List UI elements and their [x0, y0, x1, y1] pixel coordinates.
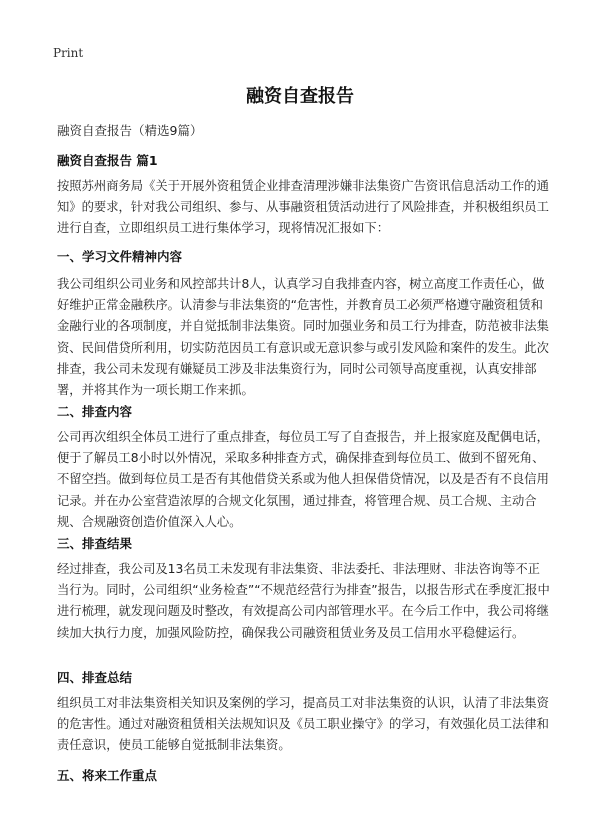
section-body-summary: 组织员工对非法集资相关知识及案例的学习，提高员工对非法集资的认识，认清了非法集资的危害性。通过对融资租赁相关法规知识及《员工职业操守》的学习，有效强化员工法律和责任意识，使员工能够自觉抵制非法集资。	[57, 696, 549, 753]
article-heading: 融资自查报告 篇1	[57, 153, 158, 168]
section-heading-summary: 四、排查总结	[57, 670, 133, 685]
print-link[interactable]: Print	[53, 46, 84, 60]
section-heading-content: 二、排查内容	[57, 404, 133, 419]
page-title: 融资自查报告	[246, 86, 354, 107]
section-body-content: 公司再次组织全体员工进行了重点排查，每位员工写了自查报告，并上报家庭及配偶电话，便于了解员工8小时以外情况，采取多种排查方式，确保排查到每位员工、做到不留死角、不留空挡。做到每位员工是否有其他借贷关系或为他人担保借贷情况，以及是否有不良信用记录。并在办公室营造浓厚的合规文化氛围，通过排查，将管理合规、员工合规、主动合规、合规融资创造价值深入人心。	[57, 430, 549, 529]
section-body-study: 我公司组织公司业务和风控部共计8人，认真学习自我排查内容，树立高度工作责任心，做好维护正常金融秩序。认清参与非法集资的“危害性，并教育员工必须严格遵守融资租赁和金融行业的各项制度，并自觉抵制非法集资。同时加强业务和员工行为排查，防范被非法集资、民间借贷所利用，切实防范因员工有意识或无意识参与或引发风险和案件的发生。此次排查，我公司未发现有嫌疑员工涉及非法集资行为，同时公司领导高度重视，认真安排部署，并将其作为一项长期工作来抓。	[57, 277, 549, 398]
section-heading-study: 一、学习文件精神内容	[57, 249, 183, 264]
section-heading-future: 五、将来工作重点	[57, 768, 158, 783]
document-subtitle: 融资自查报告（精选9篇）	[57, 123, 203, 138]
section-body-result: 经过排查，我公司及13名员工未发现有非法集资、非法委托、非法理财、非法咨询等不正当行为。同时，公司组织“业务检查”“不规范经营行为排查”报告，以报告形式在季度汇报中进行梳理，就发现问题及时整改，有效提高公司内部管理水平。在今后工作中，我公司将继续加大执行力度，加强风险防控，确保我公司融资租赁业务及员工信用水平稳健运行。	[57, 562, 550, 640]
intro-paragraph: 按照苏州商务局《关于开展外资租赁企业排查清理涉嫌非法集资广告资讯信息活动工作的通知》的要求，针对我公司组织、参与、从事融资租赁活动进行了风险排查，并积极组织员工进行自查，立即组织员工进行集体学习，现将情况汇报如下：	[57, 179, 549, 236]
section-heading-result: 三、排查结果	[57, 536, 133, 551]
